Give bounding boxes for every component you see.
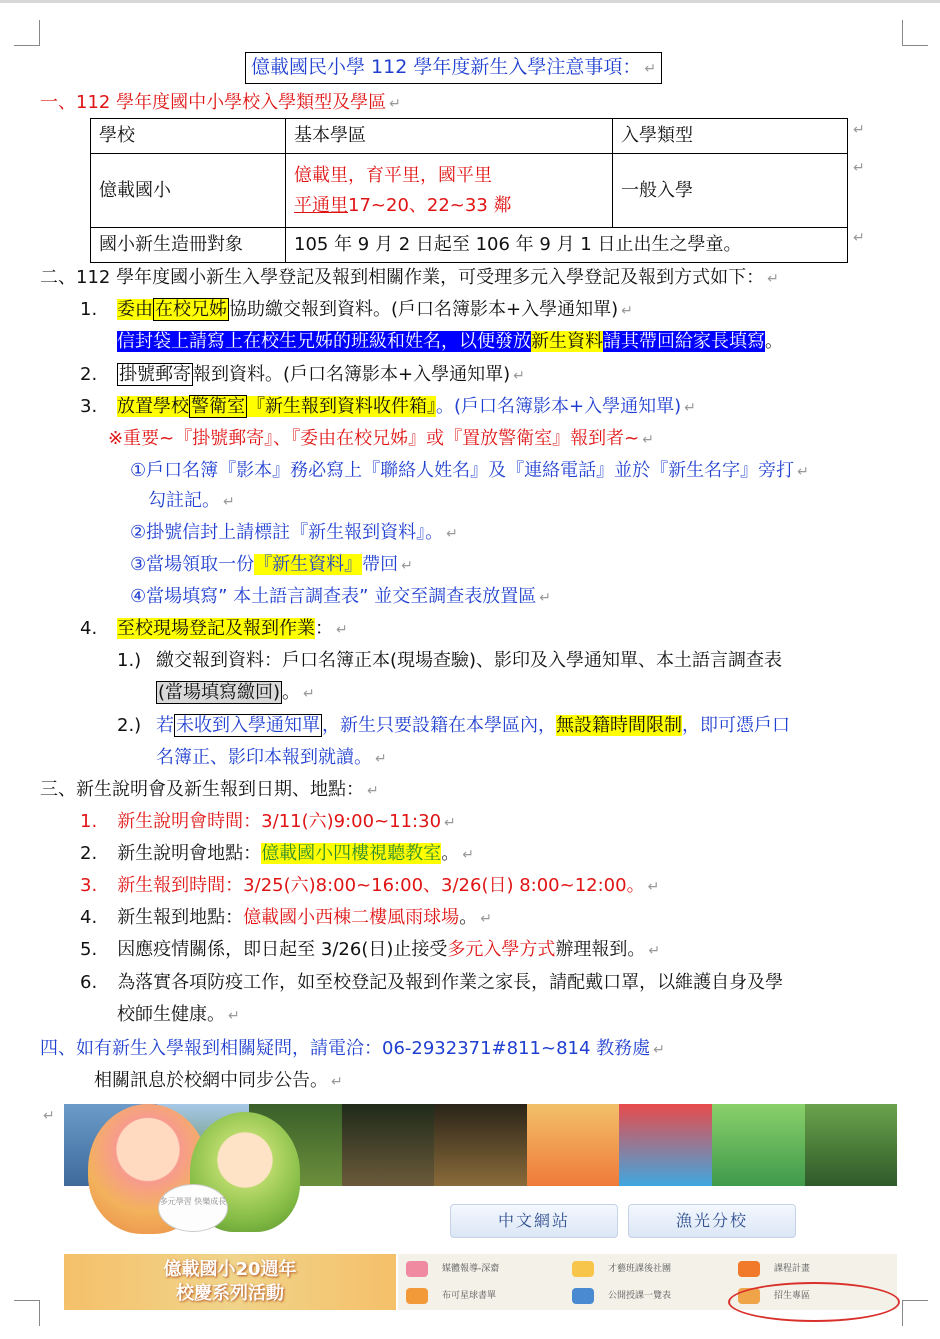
enrollment-table (90, 118, 848, 263)
sub-item-2-line-2: 名簿正、影印本報到就讀。 ↵ (156, 747, 387, 768)
link-curriculum[interactable]: 課程計畫 (730, 1256, 890, 1282)
link-clubs[interactable]: 才藝班課後社團 (564, 1256, 724, 1282)
table-cell-district (286, 154, 613, 228)
district-line-2: 平通里17~20、22~33 鄰 (294, 194, 512, 216)
anniversary-line-1: 億載國小20週年 (163, 1259, 297, 1280)
table-header-district: 基本學區 (286, 119, 613, 154)
crop-mark-bottom-right (902, 1300, 928, 1326)
enrollment-highlight-circle (728, 1282, 900, 1322)
sub-item-1-num: 1.) (117, 650, 142, 671)
chinese-site-button[interactable]: 中文網站 (450, 1204, 618, 1238)
anniversary-banner[interactable] (64, 1254, 396, 1310)
sub-item-1-line-1: 繳交報到資料：戶口名簿正本(現場查驗)、影印及入學通知單、本土語言調查表 (156, 650, 783, 671)
crop-mark-top-right (902, 20, 928, 46)
sec2-item-2-text: 掛號郵寄 報到資料。(戶口名簿影本+入學通知單) ↵ (119, 364, 525, 385)
note-2: ②掛號信封上請標註『新生報到資料』。 ↵ (130, 522, 458, 543)
sec3-item-3: 3. 新生報到時間：3/25(六)8:00~16:00、3/26(日) 8:00~12:00。 ↵ (80, 875, 660, 896)
sec2-item-3: 3. (80, 396, 98, 417)
sec3-item-2: 2. 新生說明會地點：億載國小四樓視聽教室。 ↵ (80, 843, 474, 864)
section-2-heading: 二、112 學年度國小新生入學登記及報到相關作業，可受理多元入學登記及報到方式如下： ↵ (40, 267, 779, 288)
table-cell-target-value: 105 年 9 月 2 日起至 106 年 9 月 1 日止出生之學童。 (286, 228, 848, 263)
table-cell-target-label: 國小新生造冊對象 (91, 228, 286, 263)
branch-school-button[interactable]: 漁光分校 (628, 1204, 796, 1238)
sec2-item-1-line-2: 信封袋上請寫上在校生兄姊的班級和姓名，以便發放新生資料請其帶回給家長填寫。 (117, 331, 783, 352)
sec2-item-3-text: 放置學校 警衛室 『新生報到資料收件箱』。(戶口名簿影本+入學通知單) ↵ (117, 396, 696, 417)
section-3-heading: 三、新生說明會及新生報到日期、地點： ↵ (40, 779, 379, 800)
mascot-badge: 多元學習 快樂成長 (158, 1184, 228, 1232)
link-media[interactable]: 媒體報導-深齋 (398, 1256, 558, 1282)
sec2-item-1-text: 委由 在校兄姊 協助繳交報到資料。(戶口名簿影本+入學通知單) ↵ (117, 299, 633, 320)
note-4: ④當場填寫” 本土語言調查表” 並交至調查表放置區 ↵ (130, 586, 551, 607)
sec3-item-6: 6. 為落實各項防疫工作，如至校登記及報到作業之家長，請配戴口罩，以維護自身及學 (80, 972, 784, 993)
link-booklist[interactable]: 布可星球書單 (398, 1283, 558, 1309)
sec3-item-5: 5. 因應疫情關係，即日起至 3/26(日)止接受多元入學方式辦理報到。 ↵ (80, 939, 661, 960)
important-note: ※重要~『掛號郵寄』、『委由在校兄姊』或『置放警衛室』報到者~ ↵ (108, 428, 654, 449)
sub-item-2-num: 2.) (117, 715, 142, 736)
sec3-item-4: 4. 新生報到地點：億載國小西棟二樓風雨球場。 ↵ (80, 907, 492, 928)
sec2-item-4: 4. (80, 618, 98, 639)
sec3-item-6-line-2: 校師生健康。 ↵ (117, 1004, 240, 1025)
sub-item-1-line-2: (當場填寫繳回) 。 ↵ (158, 682, 315, 703)
section-4-heading: 四、如有新生入學報到相關疑問，請電洽：06-2932371#811~814 教務處 ↵ (40, 1038, 665, 1059)
sec2-item-4-text: 至校現場登記及報到作業： ↵ (117, 618, 348, 639)
anniversary-line-2: 校慶系列活動 (176, 1283, 284, 1304)
table-cell-school: 億載國小 (91, 154, 286, 228)
section-4-sub: 相關訊息於校網中同步公告。 ↵ (94, 1070, 343, 1091)
link-enrollment[interactable]: 招生專區 (730, 1283, 890, 1309)
sub-item-2-line-1: 若 未收到入學通知單 ，新生只要設籍在本學區內，無設籍時間限制，即可憑戶口 (156, 715, 790, 736)
link-open-class[interactable]: 公開授課一覽表 (564, 1283, 724, 1309)
table-cell-type: 一般入學 (613, 154, 848, 228)
sec3-item-1: 1. 新生說明會時間：3/11(六)9:00~11:30 ↵ (80, 811, 456, 832)
note-1-line-1: ①戶口名簿『影本』務必寫上『聯絡人姓名』及『連絡電話』並於『新生名字』旁打 ↵ (130, 460, 809, 481)
crop-mark-top-left (14, 20, 40, 46)
district-line-1: 億載里，育平里，國平里 (294, 164, 492, 186)
table-header-type: 入學類型 (613, 119, 848, 154)
page-top-border (0, 0, 940, 3)
section-1-heading: 一、112 學年度國中小學校入學類型及學區 ↵ (40, 92, 401, 113)
table-header-school: 學校 (91, 119, 286, 154)
document-title: 億載國民小學 112 學年度新生入學注意事項： ↵ (245, 52, 662, 84)
note-3: ③當場領取一份『新生資料』帶回 ↵ (130, 554, 413, 575)
crop-mark-bottom-left (14, 1300, 40, 1326)
note-1-line-2: 勾註記。 ↵ (148, 490, 235, 511)
sec2-item-2: 2. (80, 364, 98, 385)
sec2-item-1: 1. (80, 299, 98, 320)
